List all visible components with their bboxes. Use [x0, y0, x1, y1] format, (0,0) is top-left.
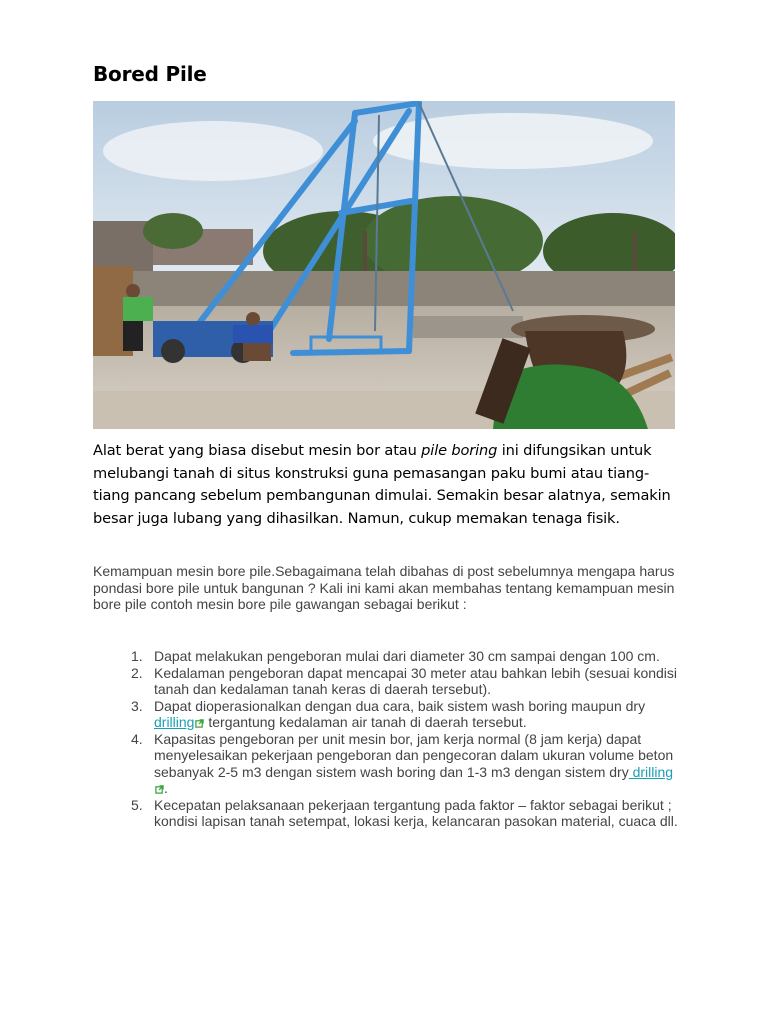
list-item: [131, 797, 681, 830]
list-text: Dapat melakukan pengeboran mulai dari diameter 30 cm sampai dengan 100 cm.: [154, 648, 660, 664]
intro-text-1: Alat berat yang biasa disebut mesin bor atau: [93, 442, 422, 459]
list-number: 3.: [131, 697, 143, 714]
intro-paragraph: [93, 440, 683, 530]
construction-photo: [93, 101, 675, 429]
intro-text-2: ini difungsikan untuk melubangi tanah di situs konstruksi guna pemasangan paku bumi atau tiang-tiang pancang sebelum pembangunan dimulai. Semakin besar alatnya, semakin besar juga lubang yang dihasilkan. Namun, cukup memakan tenaga fisik.: [93, 442, 671, 527]
list-text-tail: tergantung kedalaman air tanah di daerah tersebut.: [204, 714, 527, 730]
intro-emphasis: pile boring: [421, 442, 498, 459]
list-text: Kecepatan pelaksanaan pekerjaan tergantung pada faktor – faktor sebagai berikut ; kondisi lapisan tanah setempat, lokasi kerja, kelancaran pasokan material, cuaca dll.: [154, 796, 678, 829]
list-number: 4.: [131, 730, 143, 747]
list-number: 2.: [131, 664, 143, 681]
page-title: Bored Pile: [93, 62, 207, 86]
bored-pile-rig-image: [93, 101, 675, 429]
list-text: Kedalaman pengeboran dapat mencapai 30 meter atau bahkan lebih (sesuai kondisi tanah dan kedalaman tanah keras di daerah tersebut).: [154, 664, 678, 697]
external-link-icon[interactable]: [155, 785, 164, 794]
lead-paragraph: Kemampuan mesin bore pile.Sebagaimana telah dibahas di post sebelumnya mengapa harus pondasi bore pile untuk bangunan ? Kali ini kami akan membahas tentang kemampuan mesin bore pile contoh mesin bore pile gawangan sebagai berikut :: [93, 563, 675, 612]
capability-list: [131, 648, 681, 830]
list-item: [131, 648, 681, 665]
drilling-link[interactable]: drilling: [154, 714, 195, 730]
list-number: 5.: [131, 796, 143, 813]
list-item: [131, 698, 681, 731]
list-text: Kapasitas pengeboran per unit mesin bor, jam kerja normal (8 jam kerja) dapat menyelesaikan pekerjaan pengeboran dan pengecoran dalam ukuran volume beton sebanyak 2-5 m3 dengan sistem wash boring dan 1-3 m3 dengan sistem dry: [154, 730, 674, 780]
list-number: 1.: [131, 648, 143, 664]
list-text-tail: .: [164, 780, 168, 796]
list-item: [131, 665, 681, 698]
list-item: [131, 731, 681, 797]
drilling-link[interactable]: drilling: [628, 763, 674, 780]
list-text: Dapat dioperasionalkan dengan dua cara, baik sistem wash boring maupun dry: [154, 697, 646, 714]
